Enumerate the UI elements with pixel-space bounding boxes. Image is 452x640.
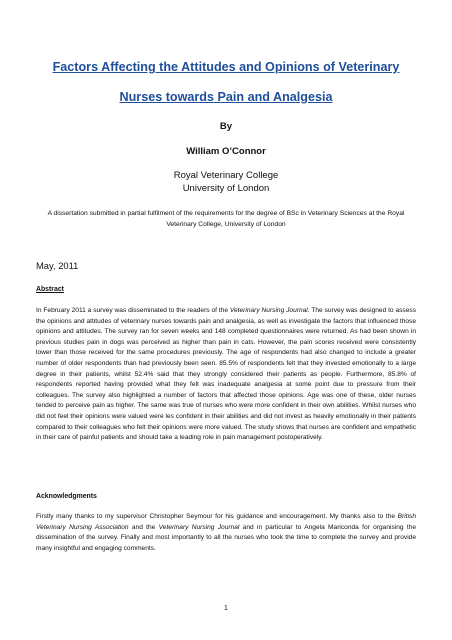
abstract-heading: Abstract: [36, 286, 64, 293]
ack-journal-name: Veterinary Nursing Journal: [158, 523, 240, 531]
abstract-paragraph: [36, 306, 416, 444]
ack-text-3: and in particular to Angela Mariconda for organising the dissemination of the survey. Finally and most importantly to all the nurses who took the time to complete the survey and provide many insightful and engaging comments.: [36, 523, 416, 552]
abstract-text-rest: . The survey was designed to assess the opinions and attitudes of veterinary nurses towards pain and analgesia, as well as investigate the factors that influenced those opinions and attitudes. The survey ran for seven weeks and 148 completed questionnaires were returned. As had been shown in previous studies pain in dogs was perceived as higher than pain in cats. However, the pain scores received were consistently lower than those received for the same procedures previously. The age of respondents had also changed to include a greater number of older respondents than had previously been seen. 85.5% of respondents felt that they invested emotionally to a large degree in their patients, whilst 52.4% said that they strongly considered their patients as people. Furthermore, 85.8% of respondents reported having provided what they felt was inadequate analgesia at some point due to pressure from their colleagues. The survey also highlighted a number of factors that affected those opinions. Age was one of these, older nurses tended to perceive pain as higher. The same was true of nurses who were more confident in their own abilities. Whilst nurses who did not feel their opinions were valued were les confident in their abilities and did not invest as heavily emotionally in their patients compared to their colleagues who felt their opinions were more valued. The study shows that nurses are confident and empathetic in their care of painful patients and should take a leading role in pain management postoperatively.: [36, 307, 416, 442]
institution-line-1: Royal Veterinary College: [173, 170, 279, 181]
abstract-text-start: In February 2011 a survey was disseminated to the readers of the: [36, 307, 230, 314]
page-number: 1: [224, 605, 228, 612]
acknowledgments-paragraph: [36, 512, 416, 554]
institution-line-2: University of London: [182, 183, 270, 194]
submission-date: May, 2011: [36, 260, 79, 271]
byline-label: By: [219, 121, 233, 132]
dissertation-note: A dissertation submitted in partial fulfilment of the requirements for the degree of BSc in Veterinary Sciences at the Royal Veterinary College, University of London: [47, 210, 405, 228]
ack-text-2: and the: [128, 523, 159, 531]
title-line-2: Nurses towards Pain and Analgesia: [119, 90, 333, 104]
author-name: William O’Connor: [186, 146, 266, 157]
title-line-1: Factors Affecting the Attitudes and Opinions of Veterinary: [52, 60, 400, 74]
abstract-journal-name: Veterinary Nursing Journal: [229, 307, 308, 314]
ack-association-name: British Veterinary Nursing Association: [36, 513, 416, 531]
ack-text-1: Firstly many thanks to my supervisor Christopher Seymour for his guidance and encouragement. My thanks also to the: [36, 513, 398, 520]
acknowledgments-heading: Acknowledgments: [36, 493, 97, 500]
